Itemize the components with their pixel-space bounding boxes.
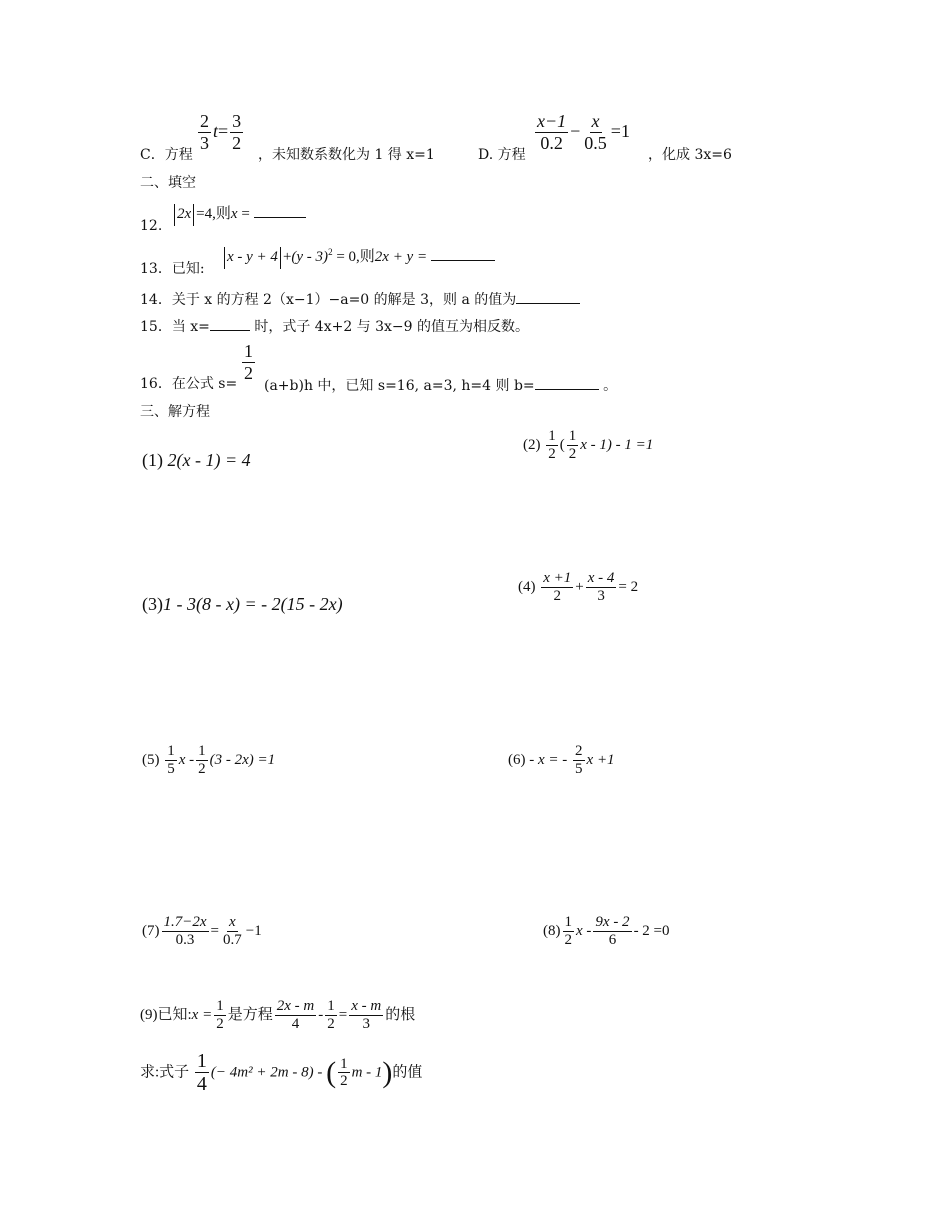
abs-bar [193, 204, 194, 226]
equation-3: (3)1 - 3(8 - x) = - 2(15 - 2x) [142, 594, 343, 614]
q12-expression: 2x =4,则x = [172, 202, 306, 226]
option-d-prefix: D. 方程 [478, 147, 526, 163]
q12-number: 12. [140, 218, 163, 234]
fraction: $\frac{x}{0.5}$ [584, 111, 607, 153]
abs-bar [280, 247, 281, 269]
abs-bar [174, 204, 175, 226]
option-d-suffix: ，化成 3x=6 [648, 147, 732, 163]
q16-before: 16．在公式 s= [140, 376, 238, 392]
equation-7: (7) $\frac{1.7-2x}{0.3}$ = $\frac{x}{0.7}$ −1 [142, 914, 262, 948]
q16-fraction: $\frac{1}{2}$ [244, 341, 253, 383]
option-c-equation: $\frac{2}{3}$ t= $\frac{3}{2}$ [200, 111, 242, 153]
q13-expression: x - y + 4 +(y - 3)$^2$ = 0,则2x + y = [222, 245, 495, 269]
fraction: $\frac{x-1}{0.2}$ [537, 111, 567, 153]
equation-9: (9)已知:x = $\frac{1}{2}$ 是方程 $\frac{2x - m}{4}$ - $\frac{1}{2}$ = $\frac{x - m}{3}$ 的根 [140, 998, 416, 1032]
option-d-equation: $\frac{x-1}{0.2}$ − $\frac{x}{0.5}$ =1 [537, 111, 630, 153]
equation-5: (5) $\frac{1}{5}$ x - $\frac{1}{2}$ (3 - 2x) =1 [142, 743, 276, 777]
option-c-prefix: C．方程 [140, 147, 193, 163]
abs-bar [224, 247, 225, 269]
section-solve: 三、解方程 [140, 404, 210, 420]
fraction: $\frac{3}{2}$ [232, 111, 242, 153]
section-fill-blank: 二、填空 [140, 175, 196, 191]
equation-1: (1) 2(x - 1) = 4 [142, 450, 251, 470]
q15-answer-blank[interactable] [210, 316, 250, 331]
option-c-suffix: ，未知数系数化为 1 得 x=1 [258, 147, 435, 163]
q14-text: 14．关于 x 的方程 2（x−1）−a=0 的解是 3，则 a 的值为 [140, 292, 517, 308]
q16-answer-blank[interactable] [535, 375, 599, 390]
q14 [140, 289, 580, 309]
q12-answer-blank[interactable] [254, 203, 306, 218]
equation-4: (4) $\frac{x +1}{2}$ + $\frac{x - 4}{3}$ = 2 [518, 570, 639, 604]
equation-8: (8) $\frac{1}{2}$ x - $\frac{9x - 2}{6}$ - 2 =0 [543, 914, 670, 948]
q13-answer-blank[interactable] [431, 246, 495, 261]
q15-before: 15．当 x= [140, 319, 210, 335]
q13-number: 13．已知: [140, 261, 205, 277]
q15-after: 时，式子 4x+2 与 3x−9 的值互为相反数。 [254, 319, 530, 335]
q14-answer-blank[interactable] [516, 289, 580, 304]
equation-9-expression: 求:式子 $\frac{1}{4}$ (− 4m² + 2m - 8) - ( $\frac{1}{2}$ m - 1)的值 [140, 1050, 423, 1095]
fraction: $\frac{2}{3}$ [200, 111, 209, 153]
equation-6: (6) - x = - $\frac{2}{5}$ x +1 [508, 743, 615, 777]
q15 [140, 316, 529, 336]
equation-2: (2) $\frac{1}{2}$ ( $\frac{1}{2}$ x - 1) - 1 =1 [523, 428, 654, 462]
option-c [140, 112, 193, 163]
q16-after: (a+b)h 中，已知 s=16, a=3, h=4 则 b= 。 [264, 375, 617, 395]
